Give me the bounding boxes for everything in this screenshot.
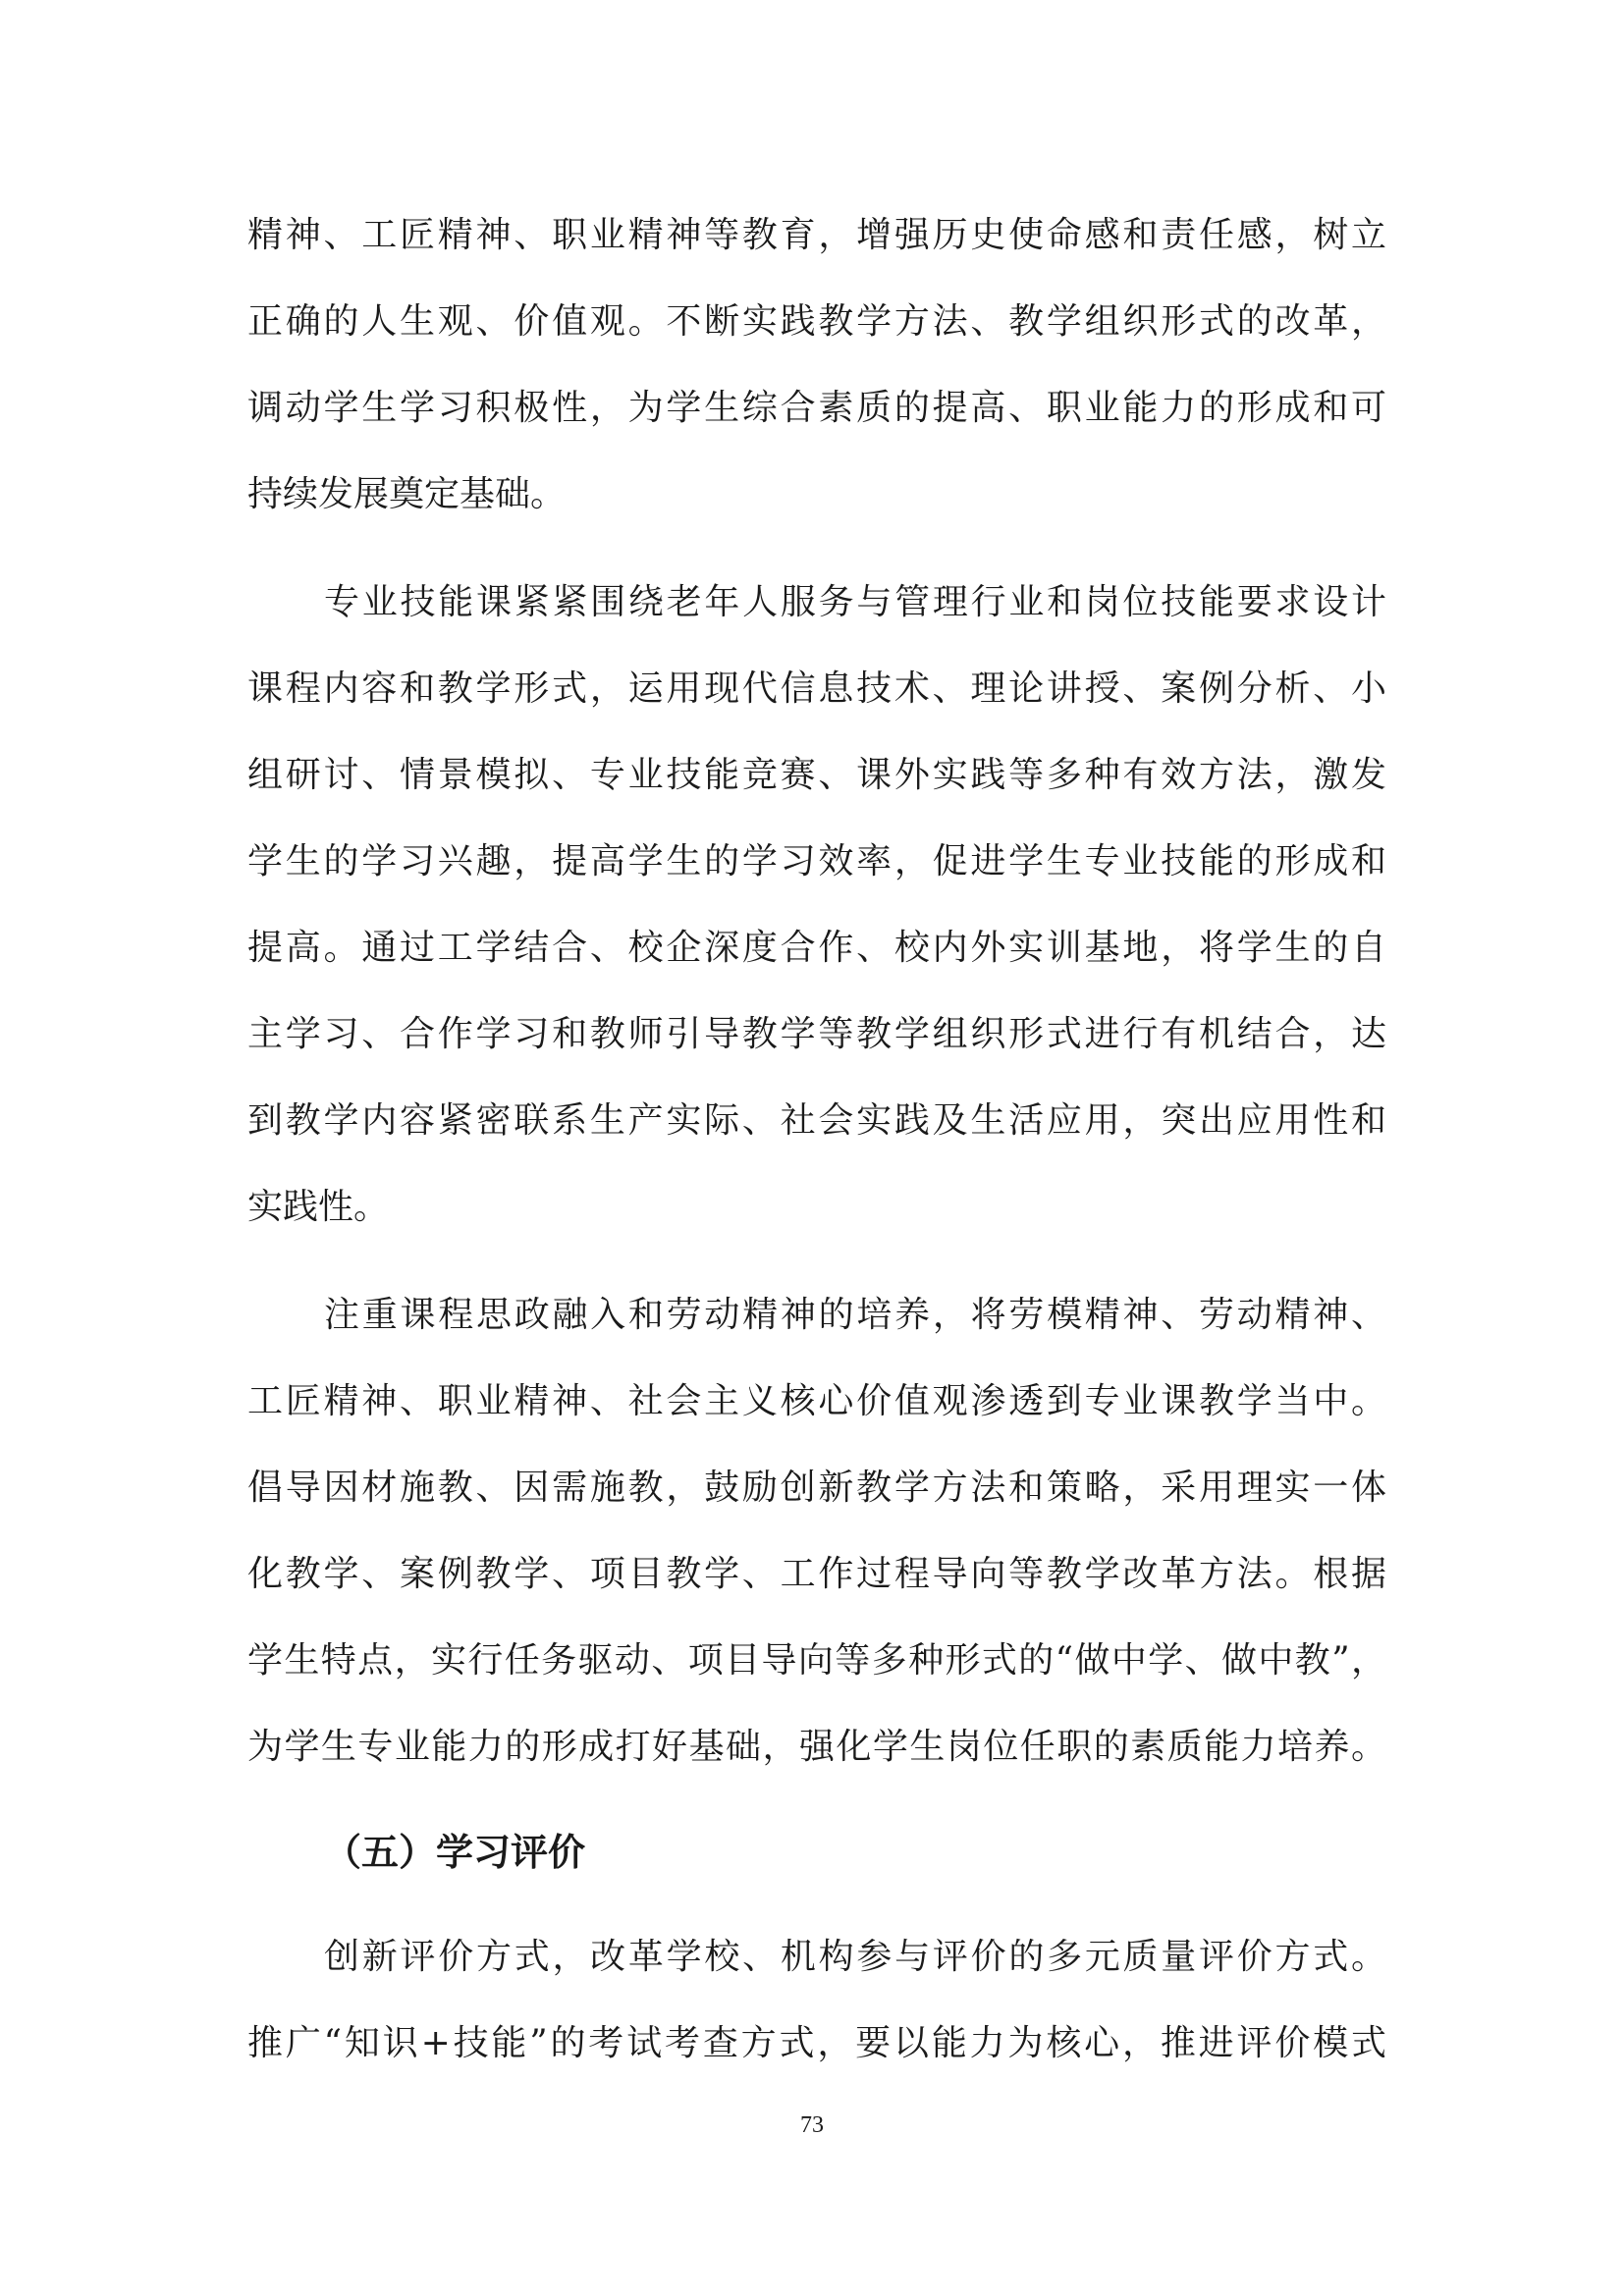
paragraph-2-line-6: 主学习、合作学习和教师引导教学等教学组织形式进行有机结合，达 xyxy=(247,1014,1386,1054)
paragraph-1-line-2: 正确的人生观、价值观。不断实践教学方法、教学组织形式的改革， xyxy=(247,301,1386,342)
paragraph-2-line-2: 课程内容和教学形式，运用现代信息技术、理论讲授、案例分析、小 xyxy=(247,668,1386,709)
paragraph-2-line-8: 实践性。 xyxy=(247,1187,390,1227)
paragraph-3-line-4: 化教学、案例教学、项目教学、工作过程导向等教学改革方法。根据 xyxy=(247,1554,1386,1594)
paragraph-2-line-3: 组研讨、情景模拟、专业技能竞赛、课外实践等多种有效方法，激发 xyxy=(247,755,1386,795)
section-heading: （五）学习评价 xyxy=(324,1831,586,1874)
page-number: 73 xyxy=(800,2112,824,2138)
paragraph-1-line-3: 调动学生学习积极性，为学生综合素质的提高、职业能力的形成和可 xyxy=(247,388,1386,428)
paragraph-3-line-6: 为学生专业能力的形成打好基础，强化学生岗位任职的素质能力培养。 xyxy=(247,1727,1386,1767)
paragraph-1-line-4: 持续发展奠定基础。 xyxy=(247,474,567,514)
paragraph-3-line-2: 工匠精神、职业精神、社会主义核心价值观渗透到专业课教学当中。 xyxy=(247,1381,1386,1421)
paragraph-2-line-7: 到教学内容紧密联系生产实际、社会实践及生活应用，突出应用性和 xyxy=(247,1100,1386,1141)
paragraph-2-line-1: 专业技能课紧紧围绕老年人服务与管理行业和岗位技能要求设计 xyxy=(324,582,1386,622)
section-paragraph-line-1: 创新评价方式，改革学校、机构参与评价的多元质量评价方式。 xyxy=(324,1937,1386,1977)
paragraph-3-line-1: 注重课程思政融入和劳动精神的培养，将劳模精神、劳动精神、 xyxy=(324,1295,1386,1335)
paragraph-3-line-5: 学生特点，实行任务驱动、项目导向等多种形式的“做中学、做中教”， xyxy=(247,1640,1386,1681)
paragraph-3-line-3: 倡导因材施教、因需施教，鼓励创新教学方法和策略，采用理实一体 xyxy=(247,1468,1386,1508)
paragraph-2-line-4: 学生的学习兴趣，提高学生的学习效率，促进学生专业技能的形成和 xyxy=(247,841,1386,881)
paragraph-1-line-1: 精神、工匠精神、职业精神等教育，增强历史使命感和责任感，树立 xyxy=(247,215,1386,255)
paragraph-2-line-5: 提高。通过工学结合、校企深度合作、校内外实训基地，将学生的自 xyxy=(247,928,1386,968)
section-paragraph-line-2: 推广“知识+技能”的考试考查方式，要以能力为核心，推进评价模式 xyxy=(247,2023,1386,2063)
